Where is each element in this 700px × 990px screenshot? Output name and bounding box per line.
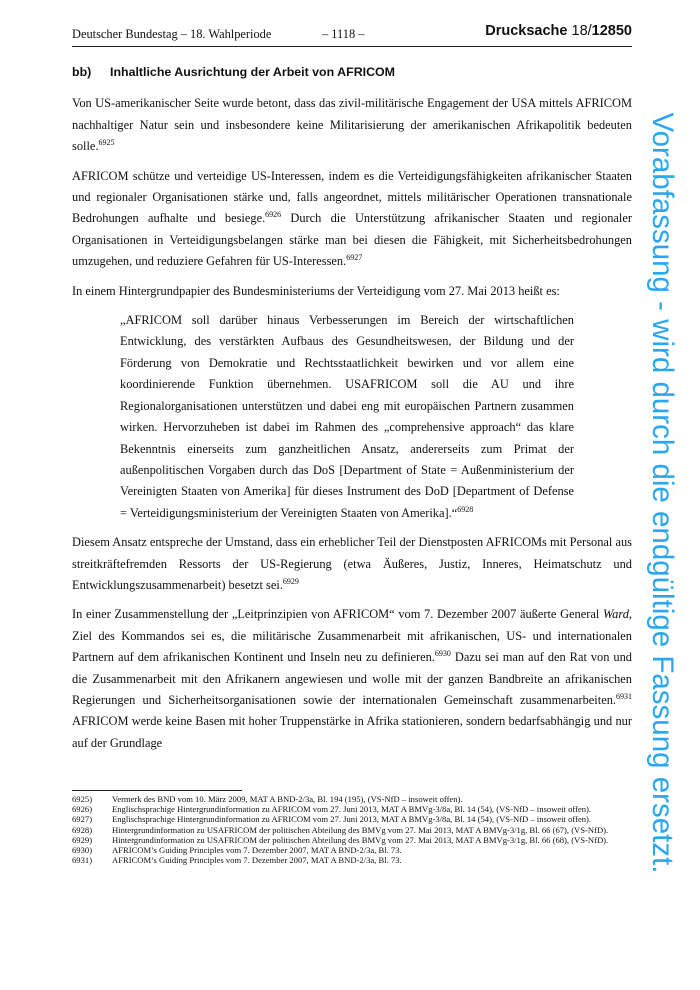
block-quote-text: „AFRICOM soll darüber hinaus Verbesserungen im Bereich der wirtschaftlichen Entwicklung, des verstärkten Aufbaus des Gesundheitswesen, der Bildung und der Förderung von Demokratie und Rechtsstaatlichkeit bewirken und vor allem eine koordinierende Funktion übernehmen. USAFRICOM soll die AU und ihre Regionalorganisationen unterstützen und dabei eng mit europäischen Partnern zusammen wirken. Hervorzuheben ist dabei im Rahmen des „comprehensive approach“ das klare Bekenntnis einerseits zum ganzheitlichen Ansatz, andererseits zum Primat der außenpolitischen Vorgaben durch das DoS [Department of State = Außenministerium der Vereinigten Staaten von Amerika] für dieses Instrument des DoD [Department of Defense = Verteidigungsministerium der Vereinigten Staaten von Amerika].“ bbox=[120, 313, 574, 520]
paragraph-5-text-d: AFRICOM werde keine Basen mit hoher Truppenstärke in Afrika stationieren, sondern bedarfsabhängig und nur auf der Grundlage bbox=[72, 714, 632, 750]
page-header bbox=[72, 24, 632, 46]
footnote-number: 6926) bbox=[72, 804, 93, 815]
footnote-number: 6925) bbox=[72, 794, 93, 804]
footnote-ref[interactable]: 6931 bbox=[616, 691, 632, 701]
header-doc-prefix: Drucksache bbox=[485, 23, 568, 39]
paragraph-2-text-b: Durch die Unterstützung afrikanischer Staaten und regionaler Organisationen in Verteidigungsbelangen stärke man bei diesen die Fähigkeit, mit Sicherheitsbedrohungen umzugehen, und reduziere Gefahren für US-Interessen. bbox=[72, 211, 632, 269]
block-quote bbox=[120, 310, 574, 524]
paragraph-5-text-c: Dazu sei man auf den Rat von und die Zusammenarbeit mit den Afrikanern angewiesen und wolle mit der ganzen Bandbreite an afrikanischen Regierungen und Sicherheitsorganisationen sowie der internationalen Gemeinschaft zusammenarbeiten. bbox=[72, 650, 632, 707]
footnote-number: 6930) bbox=[72, 845, 93, 856]
header-doc-number-plain: 18/ bbox=[567, 23, 592, 39]
paragraph-5-text-b: , Ziel des Kommandos sei es, die militärische Zusammenarbeit mit afrikanischen, US- und internationalen Partnern auf dem afrikanischen Kontinent und Inseln neu zu definieren. bbox=[72, 607, 632, 665]
header-document-number bbox=[485, 23, 632, 39]
footnote-ref[interactable]: 6927 bbox=[346, 253, 363, 263]
section-number: bb) bbox=[72, 65, 92, 79]
footnote-item bbox=[72, 814, 632, 824]
footnotes bbox=[72, 794, 632, 865]
paragraph-2-text-a: AFRICOM schütze und verteidige US-Interessen, indem es die Verteidigungsfähigkeiten afrikanischer Staaten und regionaler Organisationen stärke und, falls angeordnet, mittels militärischer Operationen transnationale Bedrohungen aufhalte und besiege. bbox=[72, 168, 632, 226]
header-page-number: – 1118 – bbox=[322, 27, 365, 41]
paragraph-2 bbox=[72, 166, 632, 273]
footnote-item bbox=[72, 845, 632, 855]
footnote-number: 6928) bbox=[72, 824, 93, 835]
paragraph-3: In einem Hintergrundpapier des Bundesministeriums der Verteidigung vom 27. Mai 2013 heißt es: bbox=[72, 283, 560, 298]
footnote-number: 6931) bbox=[72, 855, 93, 866]
footnote-number: 6927) bbox=[72, 814, 93, 825]
header-doc-number-bold: 12850 bbox=[591, 23, 632, 39]
footnote-item bbox=[72, 804, 632, 814]
paragraph-4 bbox=[72, 532, 632, 596]
footnote-text: Hintergrundinformation zu USAFRICOM der politischen Abteilung des BMVg vom 27. Mai 2013, MAT A BMVg-3/1g, Bl. 66 (67), (VS-NfD). bbox=[112, 824, 609, 835]
header-divider bbox=[72, 46, 632, 47]
footnote-ref[interactable]: 6928 bbox=[457, 504, 474, 514]
main-text bbox=[72, 56, 632, 762]
footnote-text: Hintergrundinformation zu USAFRICOM der politischen Abteilung des BMVg vom 27. Mai 2013, MAT A BMVg-3/1g, Bl. 66 (68), (VS-NfD). bbox=[112, 834, 609, 845]
footnote-text: Englischsprachige Hintergrundinformation zu AFRICOM vom 27. Juni 2013, MAT A BMVg-3/8a, Bl. 14 (54), (VS-NfD – insoweit offen). bbox=[112, 804, 592, 815]
draft-watermark-text: Vorabfassung - wird durch die endgültige Fassung ersetzt. bbox=[646, 112, 679, 874]
header-parliament: Deutscher Bundestag – 18. Wahlperiode bbox=[72, 27, 272, 41]
paragraph-1-text: Von US-amerikanischer Seite wurde betont, dass das zivil-militärische Engagement der USA mittels AFRICOM nachhaltiger Natur sein und insbesondere keine Militarisierung der amerikanischen Afrikapolitik bedeuten solle. bbox=[72, 96, 632, 154]
footnote-text: Vermerk des BND vom 10. März 2009, MAT A BND-2/3a, Bl. 194 (195), (VS-NfD – insoweit offen). bbox=[112, 794, 463, 804]
footnote-ref[interactable]: 6926 bbox=[265, 210, 282, 220]
footnote-text: AFRICOM’s Guiding Principles vom 7. Dezember 2007, MAT A BND-2/3a, Bl. 73. bbox=[112, 855, 402, 866]
footnote-ref[interactable]: 6925 bbox=[98, 138, 115, 148]
section-title: Inhaltliche Ausrichtung der Arbeit von AFRICOM bbox=[110, 65, 395, 79]
footnote-divider bbox=[72, 790, 242, 791]
footnote-number: 6929) bbox=[72, 834, 93, 845]
paragraph-4-text: Diesem Ansatz entspreche der Umstand, dass ein erheblicher Teil der Dienstposten AFRICOMs mit Personal aus streitkräftefremden Ressorts der US-Regierung (etwa Äußeres, Justiz, Inneres, Heimatschutz und Entwicklungszusammenarbeit) besetzt sei. bbox=[72, 535, 632, 592]
footnote-text: AFRICOM’s Guiding Principles vom 7. Dezember 2007, MAT A BND-2/3a, Bl. 73. bbox=[112, 845, 402, 856]
section-heading bbox=[72, 62, 632, 83]
footnote-ref[interactable]: 6930 bbox=[434, 649, 451, 659]
paragraph-5-text-a: In einer Zusammenstellung der „Leitprinzipien von AFRICOM“ vom 7. Dezember 2007 äußerte General bbox=[72, 607, 603, 622]
footnote-item bbox=[72, 825, 632, 835]
general-name: Ward bbox=[602, 607, 629, 622]
footnote-item bbox=[72, 855, 632, 865]
footnote-ref[interactable]: 6929 bbox=[282, 576, 299, 586]
footnote-item bbox=[72, 835, 632, 845]
paragraph-1 bbox=[72, 93, 632, 157]
footnote-item bbox=[72, 794, 632, 804]
footnote-text: Englischsprachige Hintergrundinformation zu AFRICOM vom 27. Juni 2013, MAT A BMVg-3/8a, Bl. 14 (54), (VS-NfD – insoweit offen). bbox=[112, 814, 592, 825]
paragraph-5 bbox=[72, 604, 632, 754]
draft-watermark bbox=[630, 112, 694, 874]
